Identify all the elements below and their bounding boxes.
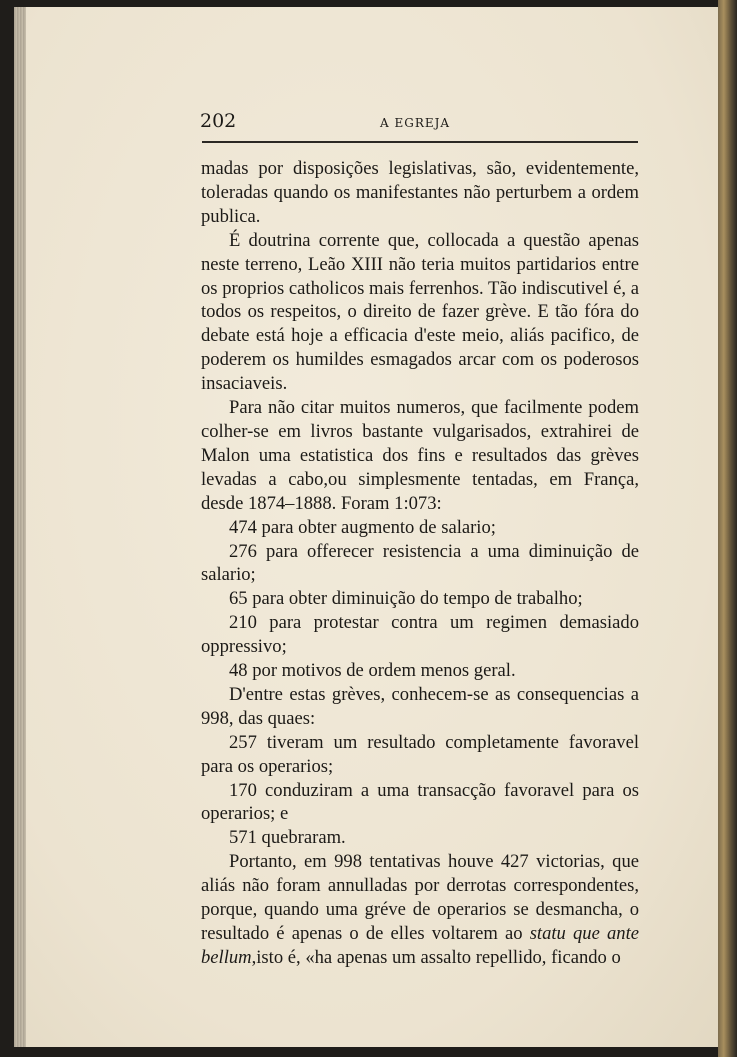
paragraph: Para não citar muitos numeros, que facilmente podem colher-se em livros bastante vulgarisados, extrahirei de Malon uma estatistica dos fins e resultados das grèves levadas a cabo,ou simplesmente tentadas, em França, desde 1874–1888. Foram 1:073: <box>201 397 639 514</box>
list-item: 257 tiveram um resultado completamente favoravel para os operarios; <box>201 731 639 777</box>
latin-phrase: statu que ante bellum <box>201 923 639 968</box>
list-item: 48 por motivos de ordem menos geral. <box>229 660 516 682</box>
header-rule <box>202 141 638 143</box>
paragraph-text: Portanto, em 998 tentativas houve 427 victorias, que aliás não foram annulladas por derrotas correspondentes, porque, quando uma gréve de operarios se desmancha, o resultado é apenas o de elles voltarem ao <box>201 851 639 944</box>
book-edge <box>718 0 737 1057</box>
running-head <box>200 110 640 140</box>
page-binding-edge <box>14 7 26 1047</box>
list-item: 65 para obter diminuição do tempo de trabalho; <box>229 588 583 610</box>
running-title: A EGREJA <box>380 116 451 130</box>
paragraph: madas por disposições legislativas, são, evidentemente, toleradas quando os manifestantes não perturbem a ordem publica. <box>201 158 639 227</box>
paragraph: D'entre estas grèves, conhecem-se as consequencias a 998, das quaes: <box>201 683 639 729</box>
paragraph-text-continued: ,isto é, «ha apenas um assalto repellido, ficando o <box>251 946 621 968</box>
page-number: 202 <box>200 110 237 132</box>
paragraph <box>201 850 639 970</box>
body-text <box>201 157 639 970</box>
list-item: 276 para offerecer resistencia a uma diminuição de salario; <box>201 540 639 586</box>
list-item: 170 conduziram a uma transacção favoravel para os operarios; e <box>201 779 639 825</box>
list-item: 210 para protestar contra um regimen demasiado oppressivo; <box>201 612 639 658</box>
list-item: 571 quebraram. <box>229 827 346 849</box>
list-item: 474 para obter augmento de salario; <box>229 516 496 538</box>
paragraph: É doutrina corrente que, collocada a questão apenas neste terreno, Leão XIII não teria muitos partidarios entre os proprios catholicos mais ferrenhos. Tão indiscutivel é, a todos os respeitos, o direito de fazer grève. E tão fóra do debate está hoje a efficacia d'este meio, aliás pacifico, de poderem os humildes esmagados arcar com os poderosos insaciaveis. <box>201 229 639 395</box>
